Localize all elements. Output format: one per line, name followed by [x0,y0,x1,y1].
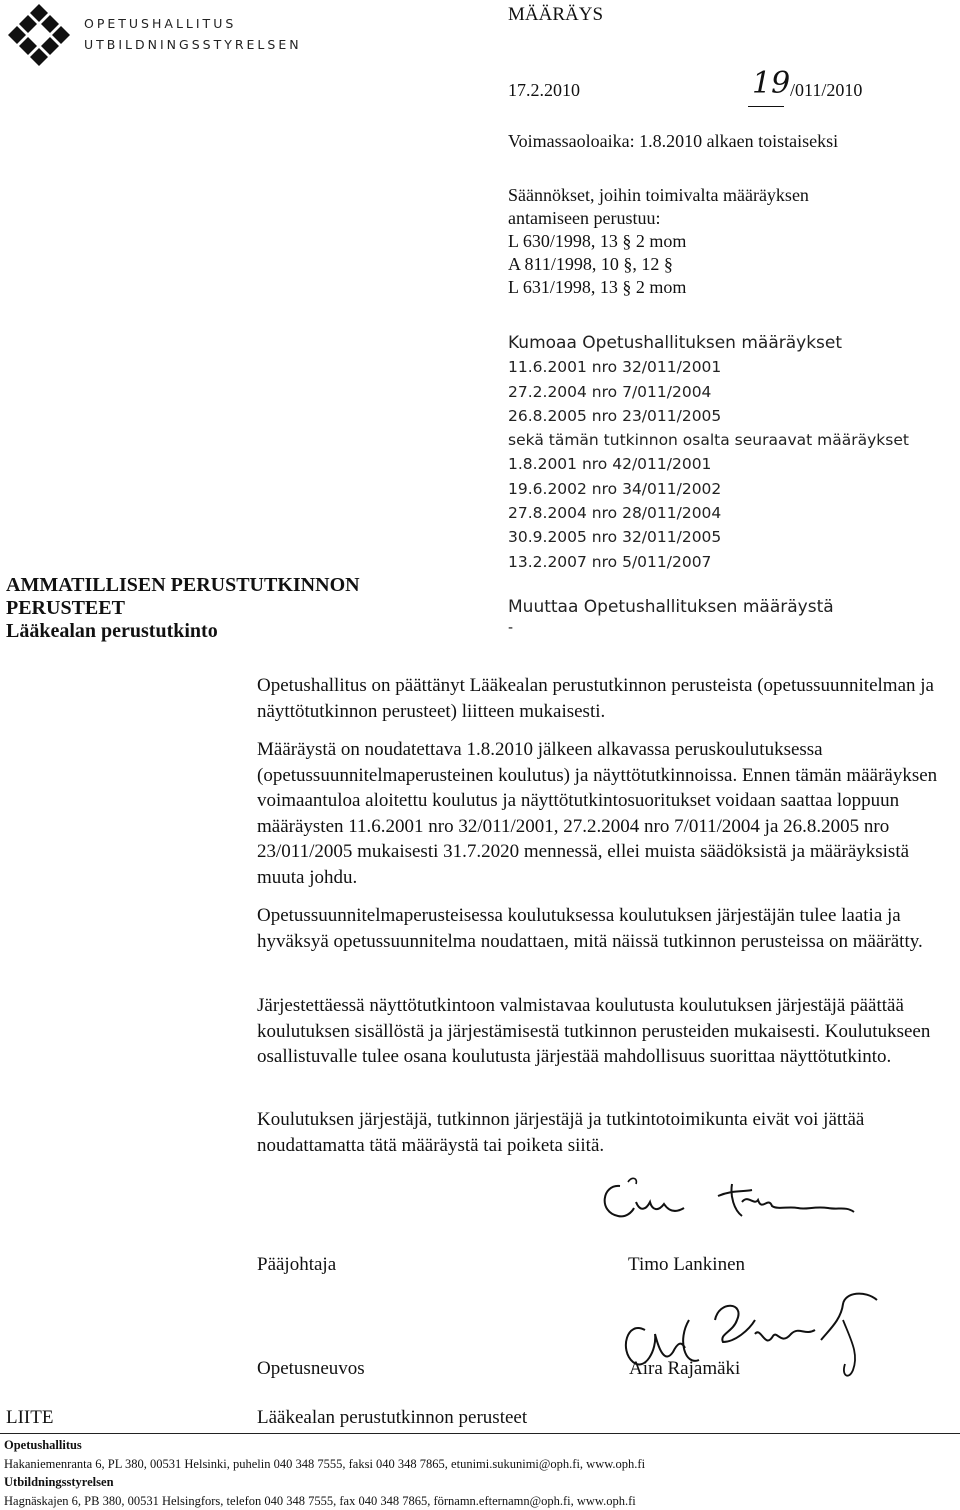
validity-period: Voimassaoloaika: 1.8.2010 alkaen toistaiseksi [508,131,838,152]
document-reference: /011/2010 [790,80,862,101]
paragraph-curriculum: Opetussuunnitelmaperusteisessa koulutuksessa koulutuksen järjestäjän tulee laatia ja hyväksyä opetussuunnitelma noudattaen, mitä näissä tutkinnon perusteissa on määrätty. [257,903,947,954]
legal-basis-line: Säännökset, joihin toimivalta määräyksen [508,184,809,207]
repeals-line: 27.8.2004 nro 28/011/2004 [508,501,909,525]
subject-line-3: Lääkealan perustutkinto [6,620,360,643]
legal-basis-line: L 630/1998, 13 § 2 mom [508,230,809,253]
repeals-heading: Kumoaa Opetushallituksen määräykset [508,331,909,355]
repeals-block [508,331,909,574]
paragraph-compliance: Koulutuksen järjestäjä, tutkinnon järjestäjä ja tutkintotoimikunta eivät voi jättää noudattamatta tätä määräystä tai poiketa siitä. [257,1107,947,1158]
amends-value: - [508,620,513,636]
footer-address-fi: Hakaniemenranta 6, PL 380, 00531 Helsinki, puhelin 040 348 7555, faksi 040 348 7865, etunimi.sukunimi@oph.fi, www.oph.fi [4,1455,645,1474]
signatory-role-1: Pääjohtaja [257,1252,336,1278]
footer-org-fi: Opetushallitus [4,1436,645,1455]
repeals-line: 11.6.2001 nro 32/011/2001 [508,355,909,379]
footer [4,1436,645,1510]
repeals-line: sekä tämän tutkinnon osalta seuraavat määräykset [508,428,909,452]
signatory-name-1: Timo Lankinen [628,1252,745,1278]
amends-text: Muuttaa Opetushallituksen määräystä [508,597,834,617]
attachment-label: LIITE [6,1405,53,1431]
footer-org-sv: Utbildningsstyrelsen [4,1473,645,1492]
document-date: 17.2.2010 [508,80,580,101]
signatory-role-2: Opetusneuvos [257,1356,365,1382]
opetushallitus-logo-icon [4,2,74,68]
repeals-line: 19.6.2002 nro 34/011/2002 [508,477,909,501]
repeals-line: 26.8.2005 nro 23/011/2005 [508,404,909,428]
org-name-sv: UTBILDNINGSSTYRELSEN [84,37,302,52]
paragraph-decision: Opetushallitus on päättänyt Lääkealan perustutkinnon perusteista (opetussuunnitelman ja näyttötutkinnon perusteet) liitteen mukaisesti. [257,673,947,724]
repeals-line: 1.8.2001 nro 42/011/2001 [508,452,909,476]
footer-divider [0,1433,960,1434]
document-type: MÄÄRÄYS [508,4,603,26]
org-name-fi: OPETUSHALLITUS [84,16,236,31]
handwritten-reference-number: 19 [752,66,790,101]
subject-title [6,574,360,643]
attachment-title: Lääkealan perustutkinnon perusteet [257,1405,527,1431]
signatory-name-2: Aira Rajamäki [629,1356,740,1382]
legal-basis-line: L 631/1998, 13 § 2 mom [508,276,809,299]
repeals-line: 13.2.2007 nro 5/011/2007 [508,550,909,574]
legal-basis-line: antamiseen perustuu: [508,207,809,230]
subject-line-2: PERUSTEET [6,597,360,620]
reference-underline [748,106,784,107]
legal-basis-block [508,184,809,299]
signature-icon [592,1172,862,1232]
footer-address-sv: Hagnäskajen 6, PB 380, 00531 Helsingfors, telefon 040 348 7555, fax 040 348 7865, förnamn.efternamn@oph.fi, www.oph.fi [4,1492,645,1510]
repeals-line: 27.2.2004 nro 7/011/2004 [508,380,909,404]
paragraph-competence-test: Järjestettäessä näyttötutkintoon valmistavaa koulutusta koulutuksen järjestäjä päättää koulutuksen sisällöstä ja järjestämisestä tutkinnon perusteiden mukaisesti. Koulutukseen osallistuvalle tulee osana koulutusta järjestää mahdollisuus suorittaa näyttötutkinto. [257,993,947,1070]
repeals-line: 30.9.2005 nro 32/011/2005 [508,525,909,549]
paragraph-application: Määräystä on noudatettava 1.8.2010 jälkeen alkavassa peruskoulutuksessa (opetussuunnitelmaperusteinen koulutus) ja näyttötutkinnoissa. Ennen tämän määräyksen voimaantuloa aloitettu koulutus ja näyttötutkintosuoritukset voidaan saattaa loppuun määräysten 11.6.2001 nro 32/011/2001, 27.2.2004 nro 7/011/2004 ja 26.8.2005 nro 23/011/2005 mukaisesti 31.7.2020 mennessä, ellei muista säädöksistä ja määräyksistä muuta johdu. [257,737,947,890]
legal-basis-line: A 811/1998, 10 §, 12 § [508,253,809,276]
subject-line-1: AMMATILLISEN PERUSTUTKINNON [6,574,360,597]
